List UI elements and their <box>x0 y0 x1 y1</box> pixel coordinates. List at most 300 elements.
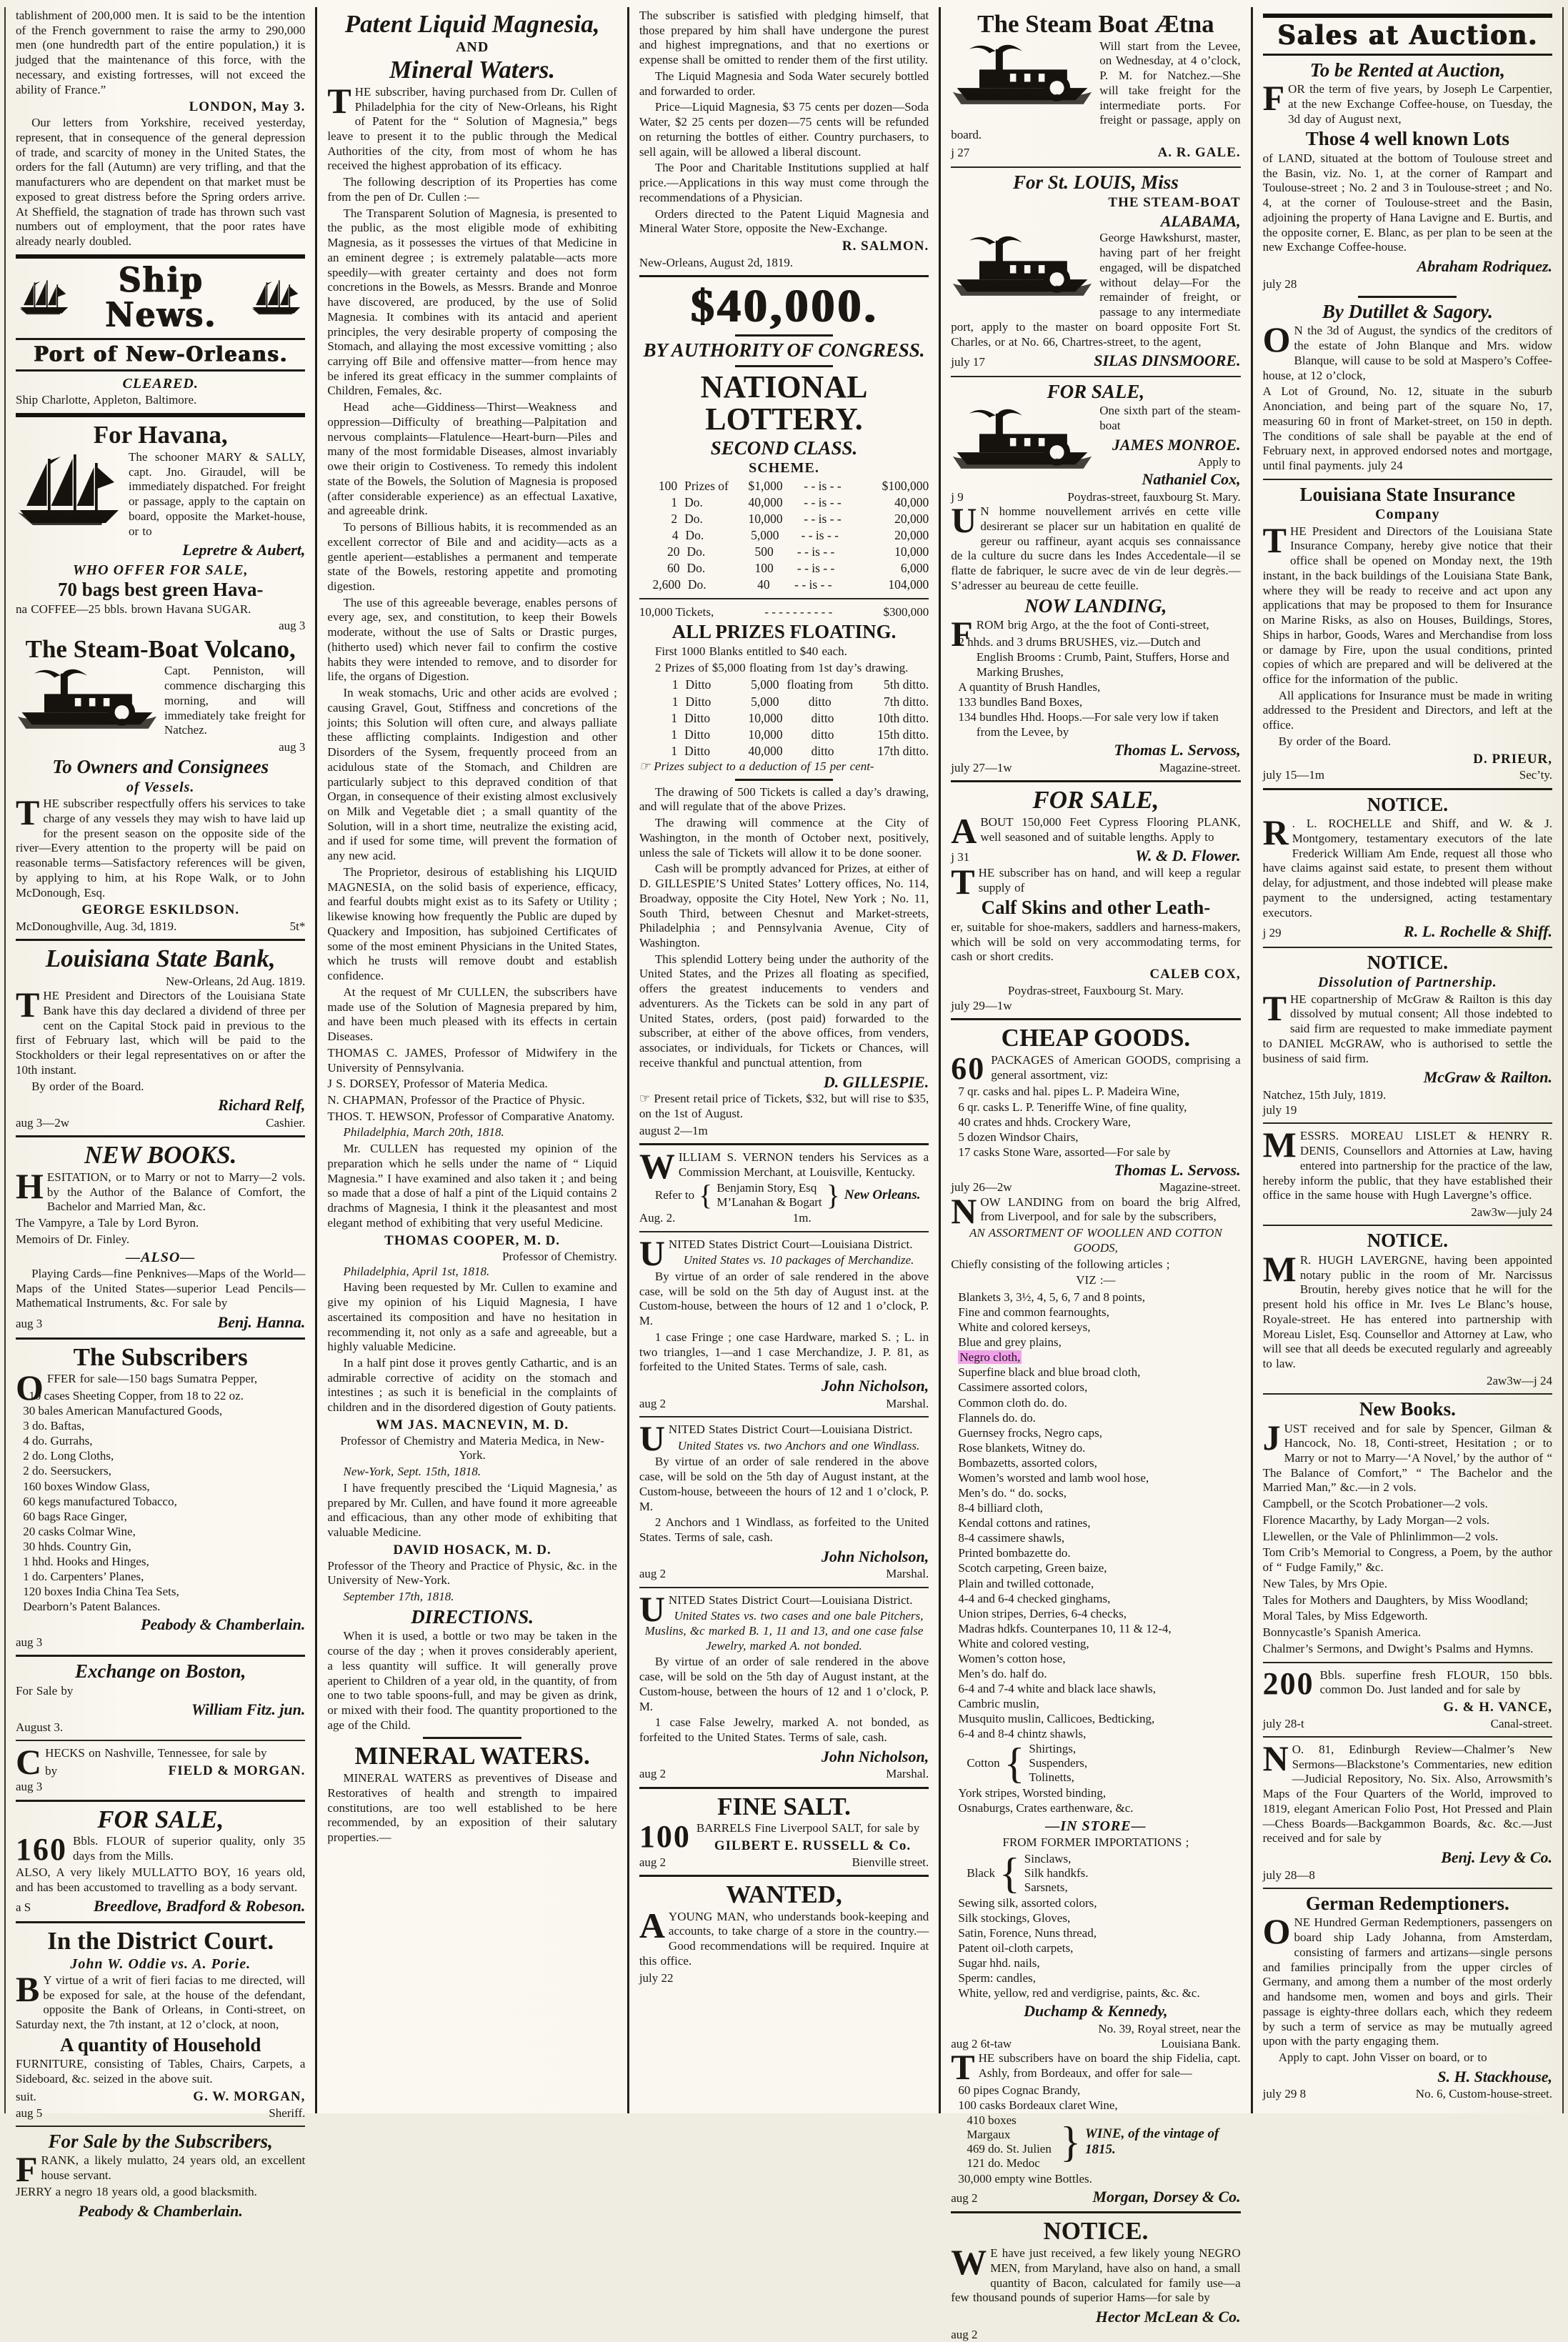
paragraph: THE subscriber, having purchased from Dr. Cullen of Philadelphia for the city of New-Orleans, his Right of Patent for the “ Solution of Magnesia,” begs leave to present it to the public through the Medical Authorities of the city, from most of whom he has received the highest approbation of its efficacy. <box>327 80 617 173</box>
list-item: 1 do. Carpenters’ Planes, <box>23 1569 144 1583</box>
paragraph: New-York, Sept. 15th, 1818. <box>343 1465 481 1479</box>
section-divider-rule <box>1263 1122 1552 1124</box>
drop-cap: U <box>639 1417 665 1458</box>
row-right: Marshal. <box>886 1396 929 1410</box>
item-list <box>951 1290 1240 1741</box>
drop-cap: O <box>1262 319 1291 360</box>
drop-cap: T <box>16 985 40 1025</box>
row-left: july 26—2w <box>951 1180 1012 1195</box>
row-left: aug 3 <box>16 1317 43 1331</box>
lottery-scheme-row <box>639 511 929 527</box>
list-item: 3 do. Baftas, <box>23 1419 85 1433</box>
headline: For Havana, <box>93 421 228 449</box>
list-item: Madras hdkfs. Counterpanes 10, 11 & 12-4, <box>958 1621 1172 1635</box>
scheme-cell: 5th ditto. <box>884 677 929 692</box>
text-row <box>1263 1067 1552 1087</box>
row-left: july 19 <box>1262 1103 1297 1117</box>
headline: CHEAP GOODS. <box>1001 1024 1191 1052</box>
paragraph: The drawing will commence at the City of Washington, in the month of October next, positively, unless the sale of Tickets will allow it to be done sooner. <box>639 816 929 859</box>
row-left: August 3. <box>16 1720 64 1734</box>
row-center: THOMAS COOPER, M. D. <box>384 1232 561 1248</box>
list-item: A quantity of Brush Handles, <box>958 680 1101 694</box>
item-list <box>951 2171 1240 2186</box>
big-number: 100 <box>639 1819 691 1855</box>
headline: SECOND CLASS. <box>710 437 858 459</box>
paragraph: September 17th, 1818. <box>343 1590 454 1604</box>
text-row <box>1263 751 1552 768</box>
list-item: 17 casks Stone Ware, assorted—For sale by <box>958 1145 1171 1159</box>
paragraph: THOMAS C. JAMES, Professor of Midwifery in the University of Pennsylvania. <box>327 1045 617 1075</box>
headline: Those 4 well known Lots <box>1305 128 1509 150</box>
paragraph: A YOUNG MAN, who understands book-keeping and accounts, to take charge of a store in the country.—Good recommendations will be required. Inquire at this office. <box>639 1905 929 1968</box>
list-item: Blue and grey plains, <box>958 1335 1062 1350</box>
steamboat-icon <box>16 665 159 737</box>
list-item: Dearborn’s Patent Balances. <box>23 1600 161 1614</box>
lottery-scheme-row <box>639 544 929 560</box>
paragraph: Cash will be promptly advanced for Prizes, at either of D. GILLESPIE’S United States’ Lottery offices, No. 114, Broadway, opposite the City Hotel, New York ; No. 11, South Third, between Chesnut and Market-streets, Philadelphia ; and Pennsylvania Avenue, City of Washington. <box>639 862 929 950</box>
steamboat-icon <box>951 41 1094 113</box>
headline: WANTED, <box>726 1880 842 1909</box>
text-row <box>951 846 1240 866</box>
row-left: aug 5 <box>16 2106 43 2120</box>
text-row <box>1263 2086 1552 2101</box>
list-item: 8-4 cassimere shawls, <box>958 1531 1065 1545</box>
headline: By Dutillet & Sagory. <box>1322 300 1493 322</box>
paragraph: Campbell, or the Scotch Probationer—2 vols. <box>1262 1497 1488 1511</box>
scheme-cell: 1 <box>671 494 678 509</box>
list-item: Sugar hhd. nails, <box>958 1955 1040 1970</box>
drop-cap: N <box>951 1190 977 1231</box>
paragraph: NOW LANDING from on board the brig Alfred, from Liverpool, and for sale by the subscribers, <box>951 1190 1241 1231</box>
section-divider-rule <box>16 1921 305 1923</box>
paragraph: CHECKS on Nashville, Tennessee, for sale by <box>16 1741 267 1782</box>
row-center: DAVID HOSACK, M. D. <box>393 1542 551 1558</box>
list-item: Scotch carpeting, Green baize, <box>958 1561 1107 1575</box>
paragraph: AN ASSORTMENT OF WOOLLEN AND COTTON GOODS, <box>969 1226 1222 1255</box>
list-item: Bombazetts, assorted colors, <box>958 1455 1097 1470</box>
paragraph: 2 Prizes of $5,000 floating from 1st day’s drawing. <box>654 660 909 674</box>
scheme-cell: - - is - - <box>797 544 835 559</box>
brace-suffix: New Orleans. <box>844 1187 921 1203</box>
text-row <box>1099 454 1240 469</box>
headline: of Vessels. <box>126 779 195 795</box>
list-item: 4-4 and 6-4 checked ginghams, <box>958 1591 1111 1605</box>
paragraph: By order of the Board. <box>31 1079 144 1093</box>
text-row <box>951 211 1240 231</box>
text-row <box>639 255 929 270</box>
text-row <box>16 99 305 116</box>
headline: In the District Court. <box>47 1926 274 1955</box>
big-number: 200 <box>1262 1665 1314 1701</box>
brace-item: Shirtings, <box>1029 1742 1077 1756</box>
headline: Company <box>1375 507 1440 523</box>
paragraph: In weak stomachs, Uric and other acids are evolved ; causing Gravel, Gout, Stiffness and concretions of the joints; this Solution will often cure, and always palliate these afflicting complaints. Indigestion and other Disorders of the Sysem, frequently proceed from an acidulous state of the Stomach, and Children are particularly subject to this depraved condition of that Organ, in consequence of their existing almost exclusively on Milk and Vegetable diet ; a small quantity of the Solution, will in a short time, neutralize the existing acid, and if used for some time, will prevent the formation of any new acid. <box>327 686 617 863</box>
list-item: Plain and twilled cottonade, <box>958 1576 1094 1590</box>
paragraph: R . L. ROCHELLE and Shiff, and W. & J. Montgomery, testamentary executors of the late Frederick William Am Ende, request all those who have claims against said estate, to present them without delay, for adjustment, and those indebted will please make payment to the undersigned, acting testamentary executors. <box>1262 812 1553 920</box>
text-row <box>951 2327 1240 2342</box>
paragraph: UNITED States District Court—Louisiana District. <box>639 1417 913 1458</box>
list-item: Kendal cottons and ratines, <box>958 1516 1091 1530</box>
headline: AND <box>455 39 489 55</box>
list-item: 6 qr. casks L. P. Teneriffe Wine, of fine quality, <box>958 1100 1187 1114</box>
row-right: Nathaniel Cox, <box>1142 470 1241 489</box>
paragraph: Professor of Chemistry and Materia Medica, in New-York. <box>340 1433 604 1462</box>
lottery-scheme-row <box>639 560 929 577</box>
paragraph: Tales for Mothers and Daughters, by Miss Woodland; <box>1262 1593 1529 1607</box>
highlighted-term: Negro cloth, <box>959 1350 1021 1365</box>
drop-cap: A <box>639 1905 665 1945</box>
paragraph: Philadelphia, April 1st, 1818. <box>343 1264 490 1278</box>
braced-group <box>967 2113 1240 2171</box>
paragraph: OFFER for sale—150 bags Sumatra Pepper, <box>16 1367 258 1408</box>
paragraph: All applications for Insurance must be made in writing addressed to the President and Directors, and left at the office. <box>1262 688 1553 732</box>
drop-cap: F <box>951 614 973 654</box>
scheme-cell: 1 <box>671 710 678 725</box>
section-divider-rule <box>639 598 929 599</box>
paragraph: George Hawkshurst, master, having part of her freight engaged, will be dispatched without delay—For the remainder of freight, or passage to any intermediate port, apply to the master on board opposite Fort St. Charles, or at No. 66, Chartres-street, to the agent, <box>951 231 1241 349</box>
brace-item: 410 boxes Margaux <box>967 2113 1017 2141</box>
text-row <box>951 351 1240 371</box>
text-row <box>1263 767 1552 782</box>
row-left: july 28 <box>1262 276 1297 291</box>
text-row <box>16 919 305 934</box>
scheme-cell: - - is - - <box>804 511 842 526</box>
section-divider-rule <box>735 779 834 781</box>
list-item: 4 do. Gurrahs, <box>23 1434 93 1448</box>
paragraph: Moral Tales, by Miss Edgeworth. <box>1262 1609 1428 1623</box>
text-row <box>639 1566 929 1581</box>
list-item: Silk stockings, Gloves, <box>958 1910 1071 1925</box>
paragraph: THE President and Directors of the Louisiana State Bank have this day declared a dividend of three per cent on the Capital Stock paid in previous to the first of February last, which will be paid to the Stockholders or their legal representatives on or after the 10th instant. <box>16 985 306 1077</box>
list-item: 30 bales American Manufactured Goods, <box>23 1404 223 1418</box>
scheme-cell: Do. <box>685 527 704 542</box>
paragraph: 2 Anchors and 1 Windlass, as forfeited to the United States. Terms of sale, cash. <box>639 1515 929 1545</box>
scheme-cell: 4 <box>671 527 679 542</box>
row-left: aug 2 <box>639 1855 666 1869</box>
row-left: j 27 <box>951 145 970 159</box>
row-left: july 29 8 <box>1262 2087 1307 2101</box>
section-divider-rule <box>1263 1225 1552 1226</box>
row-right: ALABAMA, <box>1160 211 1241 230</box>
lottery-scheme-row <box>639 710 929 727</box>
list-item: 40 crates and hhds. Crockery Ware, <box>958 1115 1131 1129</box>
scheme-cell: - - is - - <box>797 561 835 575</box>
section-divider-rule <box>1263 54 1552 56</box>
scheme-cell: 1 <box>671 743 678 758</box>
drop-cap: T <box>1262 519 1287 560</box>
big-number: 60 <box>951 1051 986 1086</box>
paragraph: One sixth part of the steam-boat <box>951 404 1240 433</box>
scheme-cell: 20 <box>666 544 680 559</box>
scheme-cell: Ditto <box>684 710 711 725</box>
list-item: Printed bombazette do. <box>958 1546 1071 1560</box>
list-item: 1 hhd. Hooks and Hinges, <box>23 1554 149 1568</box>
ship-news-banner <box>16 260 305 335</box>
row-right: Cashier. <box>266 1115 306 1130</box>
steamboat-icon <box>951 232 1094 304</box>
text-row <box>639 1547 929 1567</box>
row-left: aug 2 <box>639 1767 666 1781</box>
scheme-cell: - - is - - <box>804 494 842 509</box>
section-divider-rule <box>1263 1736 1552 1738</box>
braced-group <box>967 1740 1240 1788</box>
scheme-cell: - - is - - <box>804 478 842 493</box>
paragraph: 1 case False Jewelry, marked A. not bonded, as forfeited to the United States. Terms of sale, cash. <box>639 1715 929 1745</box>
brace-item: Suspenders, <box>1029 1756 1088 1770</box>
list-item: 60 bags Race Ginger, <box>23 1509 127 1523</box>
paragraph: FROM FORMER IMPORTATIONS ; <box>1002 1835 1189 1849</box>
row-right: Thomas L. Servoss, <box>1114 741 1241 759</box>
row-right: S. H. Stackhouse, <box>1437 2067 1553 2086</box>
row-right: Richard Relf, <box>218 1096 306 1115</box>
row-right: Poydras-street, fauxbourg St. Mary. <box>1067 489 1241 504</box>
drop-cap: F <box>16 2149 38 2190</box>
row-right: No. 39, Royal street, near the <box>1098 2021 1241 2035</box>
text-row <box>639 1970 929 1985</box>
scheme-cell: 10,000 <box>748 710 783 725</box>
row-right: aug 3 <box>279 740 306 754</box>
scheme-cell: Do. <box>686 561 706 575</box>
paragraph: The subscriber is satisfied with pledging himself, that those prepared by him shall have undergone the purest and highest impregnations, and that no exertions or expense shall be omitted to render them of the first utility. <box>639 9 929 67</box>
braced-group <box>655 1181 929 1210</box>
drop-cap: C <box>16 1741 42 1782</box>
paragraph: N. CHAPMAN, Professor of the Practice of Physic. <box>327 1092 585 1107</box>
row-left: aug 2 <box>951 2327 978 2341</box>
brace-suffix: WINE, of the vintage of 1815. <box>1084 2126 1219 2157</box>
scheme-cell: 17th ditto. <box>877 743 929 758</box>
row-left: july 29—1w <box>951 999 1012 1013</box>
row-left: j 29 <box>1262 926 1282 940</box>
row-right: Peabody & Chamberlain. <box>141 1615 306 1634</box>
brace-items <box>716 1181 822 1210</box>
headline: For St. LOUIS, Miss <box>1013 171 1179 193</box>
list-item: 160 boxes Window Glass, <box>23 1479 150 1493</box>
paragraph: This splendid Lottery being under the authority of the United States, and the Prizes all floating as specified, offers the greatest inducements to venders and adventurers. As the Tickets can be sold in any part of United States, orders, (post paid) forwarded to the subscriber, at either of the above offices, from venders, associates, or individuals, for Tickets or Chances, will receive thankful and punctual attention, from <box>639 952 929 1070</box>
paragraph: M R. HUGH LAVERGNE, having been appointed notary public in the room of Mr. Narcissus Broutin, hereby gives notice that he will for the present hold his office in Mr. Ives Le Blanc’s house, Royale-street. He has entered into partnership with Moreau Lislet, Esq. Counsellor and Attorney at Law, who will see that all deeds be executed regularly and agreeably to law. <box>1262 1248 1553 1371</box>
paragraph: At the request of Mr CULLEN, the subscribers have made use of the Solution of Magnesia prepared by him, and have been much pleased with its effects in certain Diseases. <box>327 985 617 1044</box>
drop-cap: T <box>951 2047 975 2088</box>
paragraph: Orders directed to the Patent Liquid Magnesia and Mineral Water Store, opposite the New-Exchange. <box>639 206 929 236</box>
row-center: Peabody & Chamberlain. <box>78 2201 243 2220</box>
paragraph: Mr. CULLEN has requested my opinion of the preparation which he sells under the name of “ Liquid Magnesia.” I have examined and also taken it ; and being so made that a dose of half a pint of the Liquid contains 2 drachms of Magnesia, I think it the pleasantest and most elegant method of exhibiting that very useful Medicine. <box>327 1142 617 1230</box>
row-right: McGraw & Railton. <box>1423 1068 1553 1087</box>
section-divider-rule <box>951 1018 1240 1020</box>
headline: NOTICE. <box>1367 1230 1448 1252</box>
lottery-scheme-table <box>639 677 929 759</box>
headline: NATIONAL LOTTERY. <box>700 369 868 437</box>
drop-cap: W <box>639 1145 675 1186</box>
drop-cap: T <box>951 861 975 902</box>
paragraph: United States vs. 10 packages of Merchandize. <box>683 1253 914 1267</box>
paragraph: THE subscriber has on hand, and will keep a regular supply of <box>951 861 1241 902</box>
list-item: Men’s do. half do. <box>958 1666 1047 1680</box>
headline: German Redemptioners. <box>1305 1892 1509 1914</box>
row-left: 10,000 Tickets, <box>639 605 714 619</box>
section-divider-rule <box>16 1740 305 1741</box>
paragraph: U N homme nouvellement arrivés en cette ville desirerant se placer sur un habitation en qualité de gereur ou raffineur, ayant acquis ses connaissance de la culture du sucre dans les Indes Accedentale—il se flatte de fabriquer, le sucre avec de vin de leur degrès.—S’adresser au beureau de cette feuille. <box>951 500 1241 592</box>
list-item: 100 casks Bordeaux claret Wine, <box>958 2098 1118 2112</box>
scheme-cell: floating from <box>787 677 854 692</box>
row-right: Louisiana Bank. <box>1161 2036 1241 2051</box>
section-divider-rule <box>1263 947 1552 948</box>
scheme-cell: Ditto <box>685 677 711 692</box>
row-right: G. W. MORGAN, <box>193 2088 306 2104</box>
row-left: aug 2 6t-taw <box>951 2036 1012 2051</box>
paragraph: O N the 3d of August, the syndics of the creditors of the estate of John Blanque and Mrs. widow Blanque, will cause to be sold at Maspero’s Coffee-house, at 12 o’clock, <box>1262 319 1553 382</box>
section-divider-rule <box>1263 788 1552 790</box>
text-row <box>16 974 305 989</box>
row-right: THE STEAM-BOAT <box>1108 195 1241 211</box>
paragraph: MINERAL WATERS as preventives of Disease and Restoratives of health and strength to impaired constitutions, are too well established to be here recommended, by an exposition of their salutary properties.— <box>327 1771 617 1845</box>
column-4 <box>941 7 1252 2341</box>
row-right: John Nicholson, <box>821 1747 929 1765</box>
row-left: aug 3 <box>16 1780 43 1794</box>
text-row <box>951 998 1240 1013</box>
big-number: 160 <box>16 1832 67 1868</box>
text-row <box>16 1720 305 1735</box>
headline: Louisiana State Insurance <box>1299 483 1516 505</box>
row-right: SILAS DINSMOORE. <box>1094 352 1241 370</box>
brace-item: Silk handkfs. <box>1024 1865 1089 1880</box>
headline: NEW BOOKS. <box>84 1141 237 1170</box>
headline: NOW LANDING, <box>1024 594 1167 617</box>
paragraph: For Sale by <box>16 1683 74 1698</box>
list-item: Common cloth do. do. <box>958 1395 1067 1410</box>
brace-item: 469 do. St. Julien <box>967 2141 1052 2156</box>
lottery-scheme-row <box>639 677 929 693</box>
text-row <box>639 1747 929 1767</box>
list-item <box>951 1350 1240 1365</box>
paragraph: JUST received and for sale by Spencer, Gilman & Hancock, No. 18, Conti-street, Hesitation ; or to Marry or not to Marry—‘A Novel,’ by the author of “ The Balance of Comfort,” “ The Bachelor and the Married Man,” &c.—in 2 vols. <box>1262 1417 1553 1495</box>
paragraph: Philadelphia, March 20th, 1818. <box>343 1125 504 1140</box>
scheme-cell: 5,000 <box>751 694 779 709</box>
row-right: John Nicholson, <box>821 1547 929 1565</box>
steamboat-icon <box>951 405 1094 477</box>
paragraph: Chiefly consisting of the following articles ; <box>951 1257 1170 1271</box>
text-row <box>951 740 1240 760</box>
row-right: D. PRIEUR, <box>1473 751 1553 767</box>
item-list <box>951 1084 1240 1159</box>
brace-glyph: } <box>826 1179 840 1212</box>
drop-cap: T <box>327 80 351 121</box>
scheme-cell: 40,000 <box>748 494 783 509</box>
lottery-scheme-row <box>639 527 929 544</box>
paragraph: Having been requested by Mr. Cullen to examine and give my opinion of his Liquid Magnesia, I have ascertained its composition and have no hesitation in recommending it, not only as a safe and agreeable, but a highly valuable Medicine. <box>327 1280 617 1354</box>
paragraph: To persons of Billious habits, it is recommended as an excellent corrector of Bile and and acidity—acts as a gentle aperient—establishes a permanent and temperate state of the Bowels, restoring appetite and promoting digestion. <box>327 520 617 593</box>
list-item: 134 bundles Hhd. Hoops.—For sale very low if taken from the Levee, by <box>958 710 1219 739</box>
row-right: Abraham Rodriquez. <box>1417 257 1553 276</box>
row-right: Benj. Levy & Co. <box>1441 1848 1553 1867</box>
paragraph: WILLIAM S. VERNON tenders his Services as a Commission Merchant, at Louisville, Kentucky. <box>639 1145 929 1186</box>
paragraph: VIZ :— <box>1076 1273 1116 1287</box>
text-row <box>951 2001 1240 2021</box>
text-row <box>951 2187 1240 2207</box>
scheme-cell: ditto <box>811 727 834 742</box>
ship-icon <box>16 452 123 534</box>
headline: 70 bags best green Hava- <box>57 579 264 601</box>
list-item: 20 casks Colmar Wine, <box>23 1524 136 1538</box>
list-item: 8-4 billiard cloth, <box>958 1501 1043 1515</box>
paragraph: The schooner MARY & SALLY, capt. Jno. Giraudel, will be immediately dispatched. For freight or passage, apply to the captain on board, opposite the Market-house, or to <box>16 450 305 539</box>
headline: —ALSO— <box>126 1249 196 1265</box>
paragraph: FURNITURE, consisting of Tables, Chairs, Carpets, a Sideboard, &c. seized in the above suit. <box>16 2057 306 2086</box>
row-left: j 9 <box>951 489 964 504</box>
list-item: Cambric muslin, <box>958 1697 1039 1711</box>
paragraph: tablishment of 200,000 men. It is said to be the intention of the French government to raise the army to 290,000 men (one hundredth part of the entire population,) it is judged that the maintenance of this force, with the necessary, and existing fortresses, will not exceed the ability of France.” <box>16 9 306 96</box>
section-divider-rule <box>639 1587 929 1588</box>
scheme-cell: 10,000 <box>748 727 783 742</box>
row-left: july 17 <box>951 355 985 369</box>
headline: FOR SALE, <box>1047 380 1145 402</box>
drop-cap: H <box>16 1165 44 1206</box>
list-item: 30,000 empty wine Bottles. <box>958 2171 1092 2186</box>
text-row <box>327 1417 616 1434</box>
text-row <box>327 1542 616 1559</box>
section-divider-rule <box>16 1800 305 1802</box>
row-center: Poydras-street, Fauxbourg St. Mary. <box>1007 983 1184 997</box>
scheme-cell: Do. <box>686 544 706 559</box>
section-divider-rule <box>735 365 834 367</box>
section-divider-rule <box>639 1787 929 1789</box>
row-right: New-Orleans, 2d Aug. 1819. <box>165 975 306 989</box>
column-2 <box>317 7 629 2113</box>
scheme-cell: 2,600 <box>652 577 681 592</box>
scheme-cell: ditto <box>811 710 834 725</box>
paragraph: ONE Hundred German Redemptioners, passengers on board ship Lady Johanna, from Amsterdam, consisting of farmers and artizans—single persons and families principally from the upper circles of Germany, and among them a number of the most orderly and handsome men, women and boys and girls. Their passage is eighty-three dollars each, which they redeem by such a term of service as may be mutually agreed upon with the party engaging them. <box>1262 1911 1553 2048</box>
text-row <box>951 2036 1240 2051</box>
paragraph: 100 BARRELS Fine Liverpool SALT, for sale by <box>639 1819 920 1855</box>
drop-cap: U <box>639 1588 665 1629</box>
headline: Mineral Waters. <box>389 56 556 84</box>
row-center: Duchamp & Kennedy, <box>1024 2002 1168 2020</box>
brace-items <box>967 2113 1056 2171</box>
scheme-cell: 1 <box>671 677 679 692</box>
paragraph: Chalmer’s Sermons, and Dwight’s Psalms and Hymns. <box>1262 1641 1534 1655</box>
text-row <box>951 489 1240 504</box>
scheme-cell: - - is - - <box>801 527 839 542</box>
list-item: White and colored vesting, <box>958 1636 1089 1650</box>
drop-cap: U <box>951 500 977 541</box>
brace-item: Tolinetts, <box>1029 1770 1074 1785</box>
list-item: Men’s do. “ do. socks, <box>958 1486 1067 1500</box>
row-left: july 28-t <box>1262 1716 1304 1730</box>
scheme-cell: Ditto <box>684 743 711 758</box>
section-divider-rule <box>1358 296 1457 298</box>
paragraph: HESITATION, or to Marry or not to Marry—2 vols. by the Author of the Balance of Comfort, the Bachelor and Married Man, &c. <box>16 1165 306 1214</box>
text-row <box>639 1396 929 1411</box>
row-right: 2aw3w—j 24 <box>1486 1373 1553 1387</box>
drop-cap: W <box>951 2242 987 2283</box>
brace-item: Sarsnets, <box>1024 1880 1068 1894</box>
row-left: aug 3—2w <box>16 1115 70 1130</box>
row-left: august 2—1m <box>639 1123 708 1137</box>
text-row <box>16 2106 305 2121</box>
paragraph: The use of this agreeable beverage, enables persons of every age, sex, and constitution, to keep their Bowels moderate, without the use of Salts or Drastic purges, (hitherto used) which never fail to confirm the costive habits they were intended to remove, and to disorder for life, the organs of Digestion. <box>327 595 617 684</box>
text-row <box>16 2088 305 2106</box>
scheme-cell: 100 <box>754 561 774 575</box>
paragraph: Bonnycastle’s Spanish America. <box>1262 1625 1422 1640</box>
text-row <box>1263 2067 1552 2087</box>
headline: The Steam Boat Ætna <box>977 10 1214 38</box>
text-row <box>639 1766 929 1781</box>
row-left: Aug. 2. <box>639 1211 676 1225</box>
headline: Port of New-Orleans. <box>33 342 288 367</box>
paragraph: Tom Crib’s Memorial to Congress, a Poem, by the author of “ Fudge Family,” &c. <box>1262 1545 1553 1575</box>
text-row <box>1263 256 1552 276</box>
text-row <box>16 1312 305 1332</box>
scheme-cell: 10,000 <box>748 511 783 526</box>
section-divider-rule <box>951 2211 1240 2213</box>
